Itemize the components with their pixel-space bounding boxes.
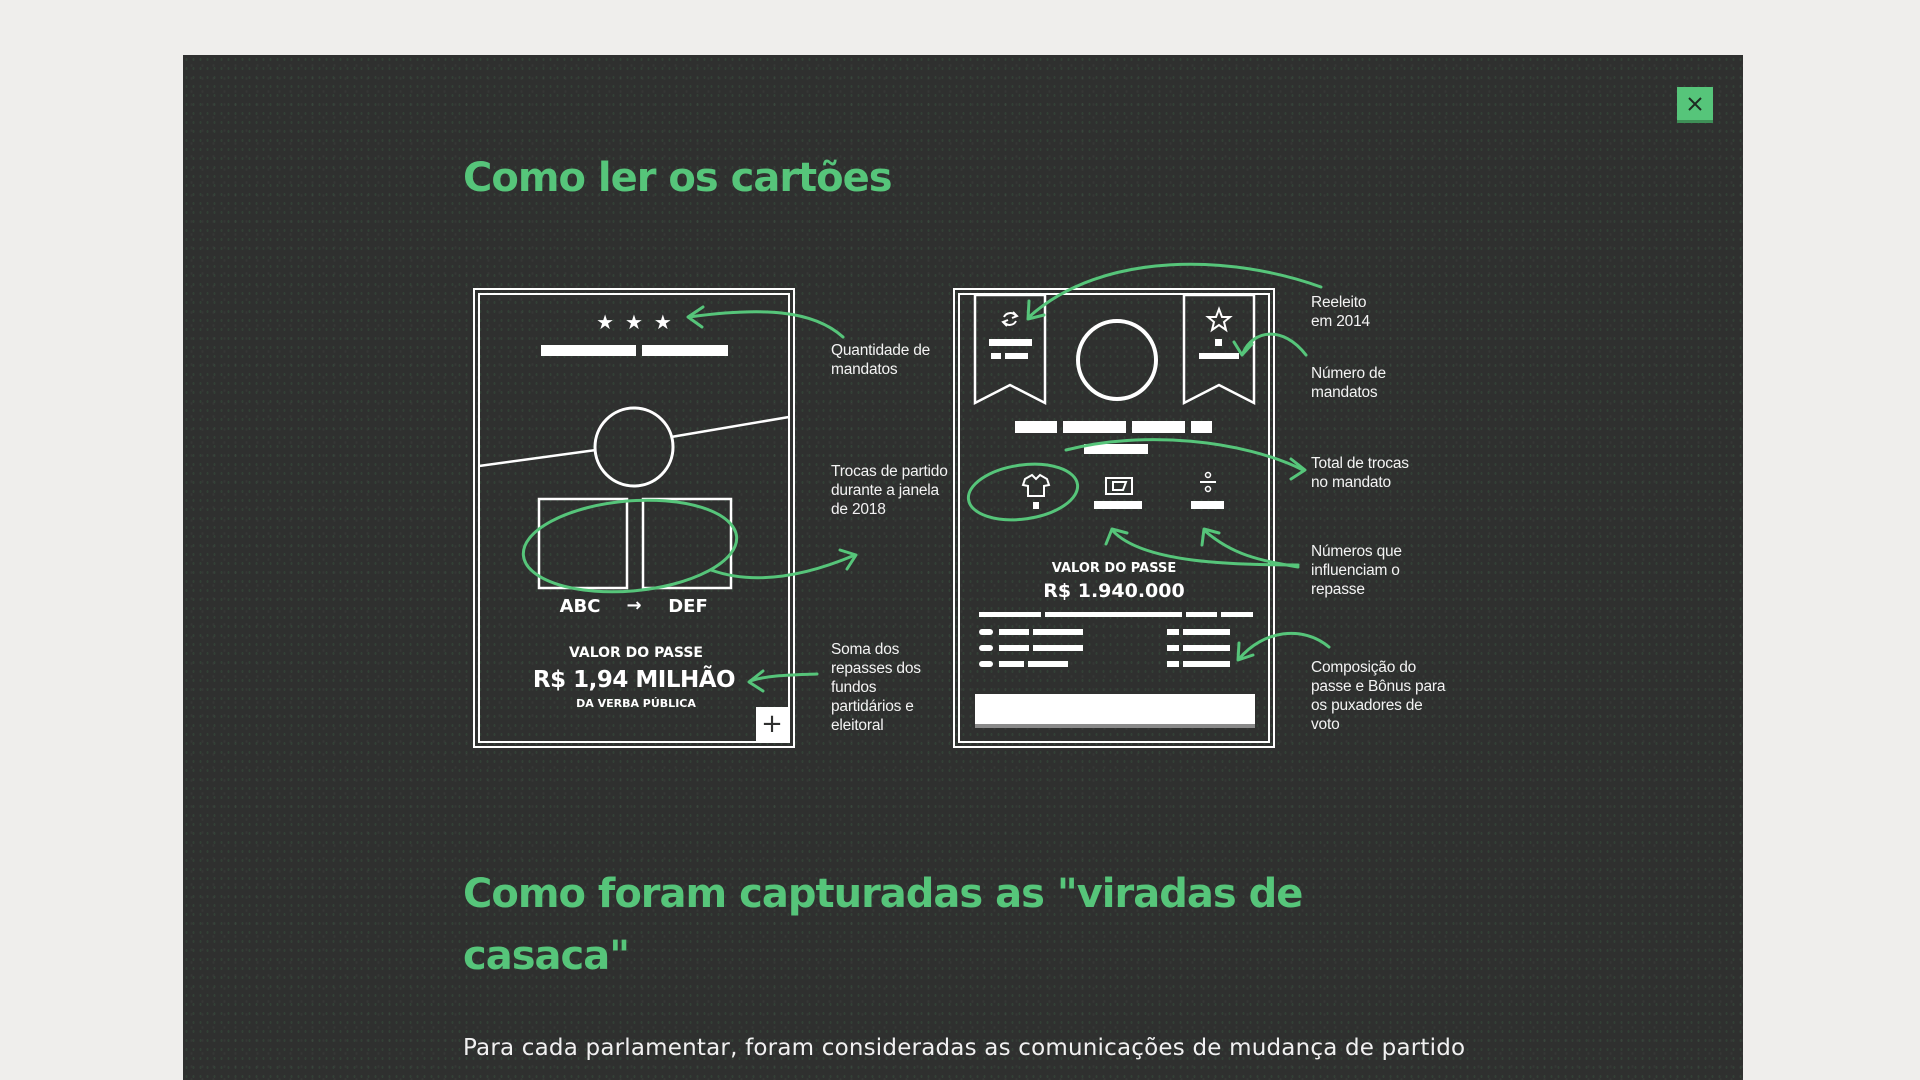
- refresh-icon: [1003, 312, 1017, 326]
- valor-amount: R$ 1,94 MILHÃO: [532, 667, 736, 693]
- section-title-viradas: Como foram capturadas as "viradas de casaca": [463, 871, 1303, 979]
- divide-icon: [1200, 473, 1216, 492]
- shirt-icon: [1023, 475, 1049, 496]
- valor-label: VALOR DO PASSE: [568, 645, 704, 661]
- how-to-read-modal: [183, 55, 1743, 1080]
- party-logo-from: [539, 499, 627, 588]
- section-title-cards: Como ler os cartões: [463, 155, 892, 201]
- card-front: [474, 289, 794, 747]
- valor-label-back: VALOR DO PASSE: [1051, 561, 1177, 576]
- annotation-soma-repasses: Soma dos repasses dos fundos partidários e eleitoral: [831, 641, 921, 734]
- annotation-composicao: Composição do passe e Bônus para os puxadores de voto: [1311, 659, 1446, 733]
- party-arrow: →: [626, 595, 642, 616]
- annotation-trocas-2018: Trocas de partido durante a janela de 2018: [831, 463, 948, 518]
- party-to: DEF: [668, 596, 708, 617]
- section-paragraph: Para cada parlamentar, foram consideradas as comunicações de mudança de partido: [463, 1035, 1466, 1061]
- annotation-total-trocas: Total de trocas no mandato: [1311, 455, 1409, 491]
- name-placeholder-2: [642, 345, 728, 356]
- badge-icon: [1106, 478, 1132, 494]
- avatar-placeholder: [595, 408, 673, 486]
- valor-sub: DA VERBA PÚBLICA: [576, 697, 696, 710]
- bonus-bar: [975, 694, 1255, 724]
- annotation-reeleito: Reeleito em 2014: [1311, 294, 1370, 330]
- annotation-numero-mandatos: Número de mandatos: [1311, 365, 1386, 401]
- expand-icon: +: [761, 709, 783, 739]
- expand-button[interactable]: [756, 707, 789, 742]
- rating-stars: ★ ★ ★: [596, 310, 674, 334]
- party-from: ABC: [559, 596, 601, 617]
- name-placeholder-1: [541, 345, 636, 356]
- annotation-mandatos-qty: Quantidade de mandatos: [831, 342, 931, 378]
- annotation-numeros-repasse: Números que influenciam o repasse: [1311, 543, 1402, 598]
- valor-amount-back: R$ 1.940.000: [1043, 580, 1185, 602]
- star-icon: [1208, 309, 1230, 330]
- avatar-placeholder-back: [1078, 321, 1156, 399]
